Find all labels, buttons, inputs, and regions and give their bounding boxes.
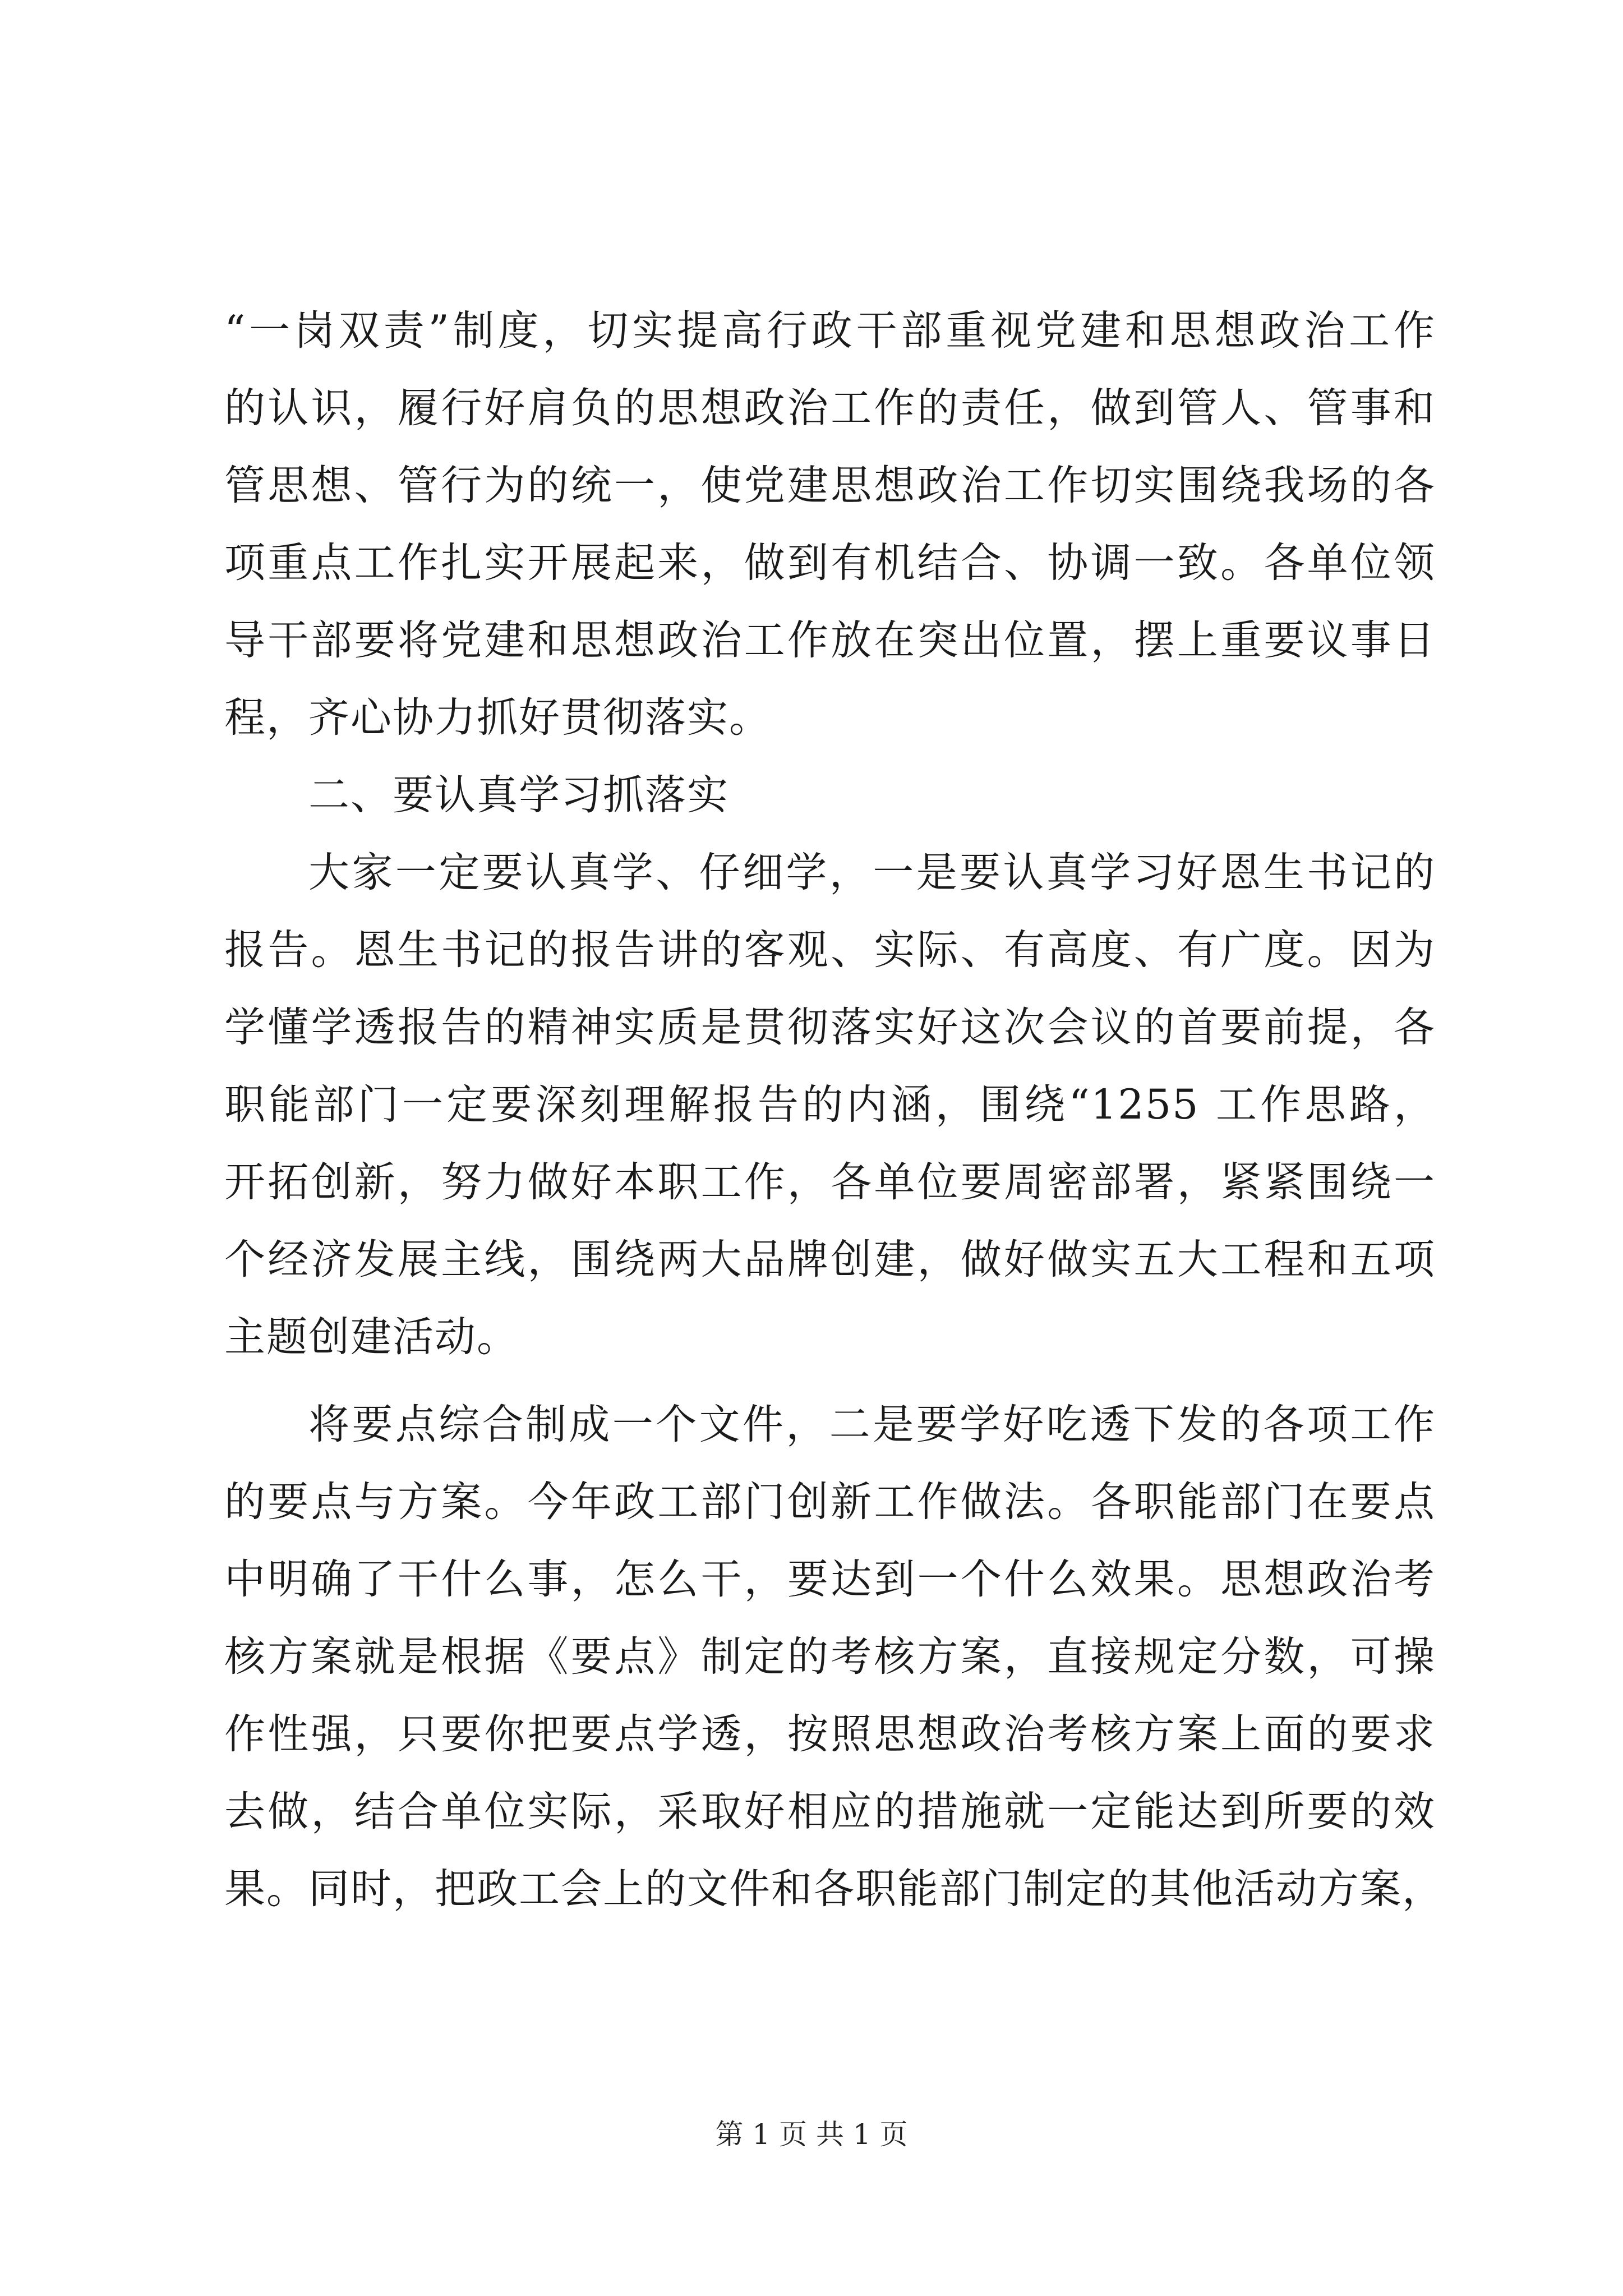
body-text-line: 的要点与方案。今年政工部门创新工作做法。各职能部门在要点 [224, 1478, 1436, 1526]
body-text-line: “一岗双责”制度，切实提高行政干部重视党建和思想政治工作 [224, 307, 1436, 355]
body-text-line: 主题创建活动。 [224, 1313, 519, 1361]
body-text-line: 职能部门一定要深刻理解报告的内涵，围绕“1255 工作思路， [224, 1081, 1436, 1129]
body-text-line: 导干部要将党建和思想政治工作放在突出位置，摆上重要议事日 [224, 616, 1436, 664]
body-text-line: 作性强，只要你把要点学透，按照思想政治考核方案上面的要求 [224, 1710, 1436, 1758]
body-text-line: 去做，结合单位实际，采取好相应的措施就一定能达到所要的效 [224, 1788, 1436, 1835]
body-text-line: 开拓创新，努力做好本职工作，各单位要周密部署，紧紧围绕一 [224, 1158, 1436, 1206]
body-text-line: 的认识，履行好肩负的思想政治工作的责任，做到管人、管事和 [224, 384, 1436, 432]
body-text-line: 程，齐心协力抓好贯彻落实。 [224, 694, 771, 742]
body-text-line: 将要点综合制成一个文件，二是要学好吃透下发的各项工作 [308, 1401, 1436, 1448]
section-heading: 二、要认真学习抓落实 [308, 771, 729, 819]
body-text-line: 项重点工作扎实开展起来，做到有机结合、协调一致。各单位领 [224, 539, 1436, 587]
body-text-line: 管思想、管行为的统一，使党建思想政治工作切实围绕我场的各 [224, 462, 1436, 509]
body-text-line: 中明确了干什么事，怎么干，要达到一个什么效果。思想政治考 [224, 1556, 1436, 1603]
body-text-line: 报告。恩生书记的报告讲的客观、实际、有高度、有广度。因为 [224, 926, 1436, 974]
body-text-line: 果。同时，把政工会上的文件和各职能部门制定的其他活动方案， [224, 1865, 1444, 1913]
body-text-line: 学懂学透报告的精神实质是贯彻落实好这次会议的首要前提，各 [224, 1004, 1436, 1051]
page-number-footer: 第 1 页 共 1 页 [715, 2118, 908, 2151]
body-text-line: 大家一定要认真学、仔细学，一是要认真学习好恩生书记的 [308, 849, 1436, 896]
body-text-line: 核方案就是根据《要点》制定的考核方案，直接规定分数，可操 [224, 1633, 1436, 1681]
body-text-line: 个经济发展主线，围绕两大品牌创建，做好做实五大工程和五项 [224, 1236, 1436, 1283]
